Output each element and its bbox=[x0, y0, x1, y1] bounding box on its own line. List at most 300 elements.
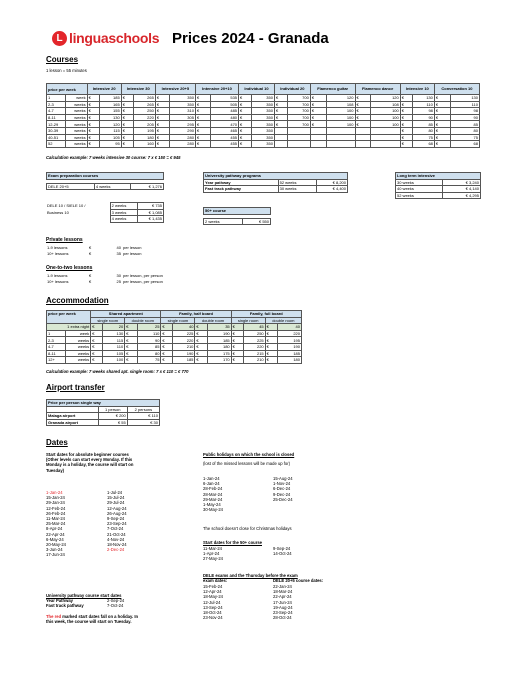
list-item: 15-Jan-24 bbox=[46, 495, 65, 501]
list-item: 4-Nov-24 bbox=[107, 536, 125, 542]
cell-currency: € bbox=[87, 108, 99, 115]
courses-col-6: Flamenco guitar bbox=[310, 84, 355, 95]
dele-dates bbox=[203, 573, 423, 583]
closed-note: The school doesn't close for Christmas holidays bbox=[203, 526, 292, 531]
cell-currency: € bbox=[310, 95, 326, 102]
cell-price: 185 bbox=[278, 350, 302, 357]
cell-price: 700 bbox=[287, 101, 310, 108]
cell-price: 100 bbox=[371, 108, 400, 115]
cell-price: 80 bbox=[412, 127, 434, 134]
list-item: 25-Dec-24 bbox=[273, 496, 293, 502]
onetoone-unit-0: per lesson, per person bbox=[123, 273, 163, 279]
cell-price: 75 bbox=[412, 134, 434, 141]
holidays-title: Public holidays on which the school is closed bbox=[203, 452, 295, 457]
exam-block-2 bbox=[46, 202, 164, 223]
cell-currency: € bbox=[434, 134, 450, 141]
cell-currency: € bbox=[265, 350, 278, 357]
list-item: 6-Jan-24 bbox=[203, 481, 220, 487]
cell-price: 350 bbox=[251, 121, 274, 128]
cell-price: 120 bbox=[371, 95, 400, 102]
cell-price: 350 bbox=[251, 127, 274, 134]
cell-currency: € bbox=[274, 95, 287, 102]
uni-date-label-0: Year Pathway bbox=[46, 598, 74, 604]
dele-c-price-1: € 1,085 bbox=[138, 209, 164, 216]
airport-v-1-1: € 30 bbox=[127, 419, 159, 426]
cell-price: 40 bbox=[278, 324, 302, 331]
fifty-col-1 bbox=[203, 546, 263, 562]
list-item: 18-May-24 bbox=[203, 594, 224, 600]
list-item: 1-Jan-24 bbox=[203, 476, 220, 481]
lesson-note: 1 lesson = 55 minutes bbox=[46, 68, 87, 73]
uni-dates-title: University pathway course start dates bbox=[46, 593, 122, 598]
courses-col-1: Intensive 30 bbox=[121, 84, 155, 95]
courses-table-wrap bbox=[46, 83, 480, 148]
cell-currency: € bbox=[239, 95, 252, 102]
list-item: 22-Apr-24 bbox=[273, 594, 292, 600]
cell-price: 68 bbox=[412, 141, 434, 148]
list-item: 29-Mar-24 bbox=[203, 496, 223, 502]
row-weeks: 4-7 bbox=[47, 343, 66, 350]
cell-price bbox=[371, 141, 400, 148]
logo-text: linguaschools bbox=[69, 30, 160, 46]
list-item: 28-Mar-24 bbox=[203, 491, 223, 497]
cell-price: 98 bbox=[412, 108, 434, 115]
lt-weeks-0: 30 weeks bbox=[396, 179, 443, 186]
row-unit: weeks bbox=[66, 127, 87, 134]
lt-price-1: € 4,140 bbox=[442, 186, 480, 193]
fifty-price: € 550 bbox=[242, 218, 270, 225]
cell-price: 220 bbox=[278, 330, 302, 337]
cell-price: 700 bbox=[287, 95, 310, 102]
airport-label-1: Granada airport bbox=[47, 419, 99, 426]
cell-currency: € bbox=[265, 337, 278, 344]
table-row bbox=[47, 134, 480, 141]
courses-col-5: Individual 20 bbox=[274, 84, 310, 95]
university-heading: University pathway programs bbox=[204, 173, 348, 180]
cell-price: 75 bbox=[138, 357, 161, 364]
cell-currency: € bbox=[239, 101, 252, 108]
cell-price: 700 bbox=[287, 121, 310, 128]
cell-price: 220 bbox=[243, 343, 265, 350]
courses-col-7: Flamenco dance bbox=[355, 84, 400, 95]
cell-currency: € bbox=[155, 95, 169, 102]
list-item: 29-Jul-24 bbox=[107, 500, 125, 506]
list-item: 9-Dec-24 bbox=[273, 491, 291, 497]
cell-price: 110 bbox=[103, 343, 125, 350]
list-item: 18-Nov-24 bbox=[107, 542, 127, 548]
cell-currency: € bbox=[155, 127, 169, 134]
cell-currency: € bbox=[400, 95, 412, 102]
table-row bbox=[47, 343, 302, 350]
cell-price: 80 bbox=[450, 127, 479, 134]
cell-currency: € bbox=[91, 330, 103, 337]
cell-currency: € bbox=[195, 127, 210, 134]
cell-price: 100 bbox=[371, 121, 400, 128]
cell-price: 100 bbox=[103, 357, 125, 364]
airport-col-0: 1 person bbox=[98, 406, 127, 413]
cell-currency: € bbox=[161, 337, 173, 344]
cell-price: 160 bbox=[133, 141, 155, 148]
cell-price: 90 bbox=[412, 114, 434, 121]
cell-price bbox=[287, 134, 310, 141]
cell-currency: € bbox=[310, 121, 326, 128]
onetoone-heading: One-to-two lessons bbox=[46, 265, 93, 271]
cell-currency: € bbox=[434, 121, 450, 128]
cell-currency: € bbox=[195, 114, 210, 121]
table-row bbox=[47, 121, 480, 128]
cell-price: 700 bbox=[287, 108, 310, 115]
airport-table-title: Price per person single way bbox=[47, 400, 160, 407]
cell-currency: € bbox=[125, 350, 138, 357]
acc-sub-4: single room bbox=[231, 317, 265, 324]
cell-currency: € bbox=[231, 357, 243, 364]
cell-price: 100 bbox=[326, 108, 355, 115]
cell-currency: € bbox=[274, 108, 287, 115]
cell-price: 95 bbox=[99, 141, 121, 148]
list-item: 1-Jan-24 bbox=[46, 490, 63, 495]
cell-price: 280 bbox=[169, 141, 195, 148]
cell-currency: € bbox=[274, 121, 287, 128]
cell-price: 350 bbox=[169, 101, 195, 108]
cell-currency: € bbox=[231, 343, 243, 350]
uni-date-1: 7-Oct-24 bbox=[107, 603, 124, 609]
list-item: 1-Apr-24 bbox=[203, 551, 220, 557]
cell-price: 120 bbox=[99, 121, 121, 128]
list-item: 23-Nov-24 bbox=[203, 615, 223, 621]
lt-weeks-2: 52 weeks bbox=[396, 192, 443, 199]
cell-price: 80 bbox=[138, 350, 161, 357]
courses-col-price: price per week bbox=[47, 84, 88, 95]
cell-currency: € bbox=[265, 330, 278, 337]
cell-currency bbox=[274, 141, 287, 148]
cell-price: 130 bbox=[99, 114, 121, 121]
dates-heading: Dates bbox=[46, 438, 68, 447]
cell-price: 110 bbox=[450, 101, 479, 108]
cell-currency: € bbox=[434, 141, 450, 148]
cell-price: 105 bbox=[103, 350, 125, 357]
longterm-block bbox=[395, 172, 481, 199]
cell-price: 115 bbox=[99, 127, 121, 134]
red-note-2: this week, the course will start on Tuesday. bbox=[46, 618, 132, 624]
acc-group-2: Family, full board bbox=[231, 311, 301, 318]
dele-b-weeks: 4 weeks bbox=[94, 183, 130, 190]
cell-price: 455 bbox=[211, 134, 239, 141]
cell-price: 350 bbox=[251, 141, 274, 148]
red-note-red: The red bbox=[46, 613, 62, 619]
cell-currency: € bbox=[155, 114, 169, 121]
row-weeks: 1 bbox=[47, 95, 66, 102]
cell-currency bbox=[274, 134, 287, 141]
cell-price bbox=[326, 127, 355, 134]
list-item: 28-Oct-24 bbox=[273, 615, 292, 621]
cell-price bbox=[326, 134, 355, 141]
list-item: 27-May-24 bbox=[203, 556, 224, 562]
cell-price: 130 bbox=[103, 330, 125, 337]
row-weeks: 2-3 bbox=[47, 337, 66, 344]
onetoone-cur-1: € bbox=[89, 278, 92, 284]
list-item: 12-Aug-24 bbox=[107, 505, 127, 511]
holidays-col-1 bbox=[203, 476, 263, 512]
courses-col-2: Intensive 20+5 bbox=[155, 84, 195, 95]
cell-price: 350 bbox=[251, 134, 274, 141]
cell-price: 20 bbox=[103, 324, 125, 331]
list-item: 15-Jul-24 bbox=[107, 495, 125, 501]
row-weeks: 12-29 bbox=[47, 121, 66, 128]
cell-price: 98 bbox=[450, 108, 479, 115]
beginner-title: Start dates for absolute beginner courses bbox=[46, 452, 129, 457]
cell-price: 225 bbox=[173, 330, 195, 337]
cell-price: 205 bbox=[133, 121, 155, 128]
uni-date-label-1: Fast track pathway bbox=[46, 603, 84, 609]
fifty-block bbox=[203, 207, 271, 225]
cell-currency: € bbox=[310, 114, 326, 121]
cell-currency: € bbox=[434, 108, 450, 115]
cell-price: 108 bbox=[371, 101, 400, 108]
cell-currency: € bbox=[195, 324, 208, 331]
cell-currency: € bbox=[355, 95, 371, 102]
page-title: Prices 2024 - Granada bbox=[172, 30, 329, 47]
airport-v-1-0: € 55 bbox=[98, 419, 127, 426]
cell-currency: € bbox=[195, 101, 210, 108]
cell-price: 195 bbox=[133, 127, 155, 134]
beginner-note-2: Monday is a holiday, the course will start on bbox=[46, 462, 134, 468]
list-item: 26-Aug-24 bbox=[107, 510, 127, 516]
cell-currency bbox=[355, 134, 371, 141]
beginner-note-1: (Other levels can start every Monday. If this bbox=[46, 457, 133, 463]
dele-c-weeks-0: 2 weeks bbox=[110, 203, 138, 210]
row-weeks: 8-11 bbox=[47, 350, 66, 357]
cell-price: 100 bbox=[326, 121, 355, 128]
cell-price: 350 bbox=[169, 95, 195, 102]
list-item: 12-Apr-24 bbox=[203, 589, 222, 595]
fifty-col-2 bbox=[273, 546, 333, 556]
cell-price: 25 bbox=[138, 324, 161, 331]
table-row bbox=[47, 330, 302, 337]
cell-currency: € bbox=[125, 324, 138, 331]
list-item: 12-Jul-24 bbox=[203, 599, 221, 605]
cell-currency: € bbox=[121, 127, 133, 134]
list-item: 7-Oct-24 bbox=[107, 526, 124, 532]
cell-price: 505 bbox=[211, 101, 239, 108]
cell-price: 700 bbox=[287, 114, 310, 121]
table-row bbox=[47, 127, 480, 134]
cell-price: 115 bbox=[103, 337, 125, 344]
airport-col-1: 2 persons bbox=[127, 406, 159, 413]
cell-currency: € bbox=[274, 101, 287, 108]
row-unit: weeks bbox=[65, 337, 90, 344]
row-weeks: 12+ bbox=[47, 357, 66, 364]
university-block bbox=[203, 172, 348, 193]
row-weeks: 1 bbox=[47, 330, 66, 337]
list-item: 18-Oct-24 bbox=[203, 610, 222, 616]
cell-price: 130 bbox=[412, 95, 434, 102]
courses-example: Calculation example: 7 weeks intensive 30 course: 7 x € 150 = € 945 bbox=[46, 155, 181, 160]
dele-h1: exam dates: bbox=[203, 578, 228, 584]
cell-currency: € bbox=[231, 324, 243, 331]
acc-sub-5: double room bbox=[265, 317, 301, 324]
cell-currency bbox=[310, 127, 326, 134]
cell-currency: € bbox=[87, 141, 99, 148]
cell-currency: € bbox=[434, 114, 450, 121]
cell-price: 480 bbox=[211, 114, 239, 121]
dele-c-weeks-2: 4 weeks bbox=[110, 216, 138, 223]
list-item: 6-May-24 bbox=[46, 536, 64, 542]
cell-price: 110 bbox=[138, 330, 161, 337]
cell-currency: € bbox=[310, 101, 326, 108]
list-item: 2-Dec-24 bbox=[107, 547, 125, 553]
uni-weeks-0: 52 weeks bbox=[278, 179, 316, 186]
cell-price: 75 bbox=[450, 134, 479, 141]
cell-currency: € bbox=[125, 357, 138, 364]
cell-price: 220 bbox=[133, 114, 155, 121]
cell-price: 310 bbox=[169, 108, 195, 115]
cell-currency: € bbox=[400, 114, 412, 121]
cell-price: 85 bbox=[138, 343, 161, 350]
cell-currency: € bbox=[265, 324, 278, 331]
cell-currency: € bbox=[434, 95, 450, 102]
cell-currency: € bbox=[310, 108, 326, 115]
cell-price: 210 bbox=[243, 357, 265, 364]
cell-price: 180 bbox=[133, 134, 155, 141]
cell-price: 155 bbox=[99, 108, 121, 115]
cell-currency: € bbox=[239, 108, 252, 115]
acc-col-price: price per week bbox=[47, 311, 91, 324]
cell-price: 185 bbox=[173, 357, 195, 364]
cell-currency bbox=[274, 127, 287, 134]
cell-currency: € bbox=[195, 134, 210, 141]
cell-currency: € bbox=[121, 101, 133, 108]
dele-h2: DELE 20+5 course dates: bbox=[273, 578, 324, 584]
list-item: 30-May-24 bbox=[203, 507, 224, 513]
cell-price: 190 bbox=[278, 343, 302, 350]
cell-price: 455 bbox=[211, 141, 239, 148]
cell-currency: € bbox=[155, 108, 169, 115]
private-cur-1: € bbox=[89, 250, 92, 256]
acc-sub-1: double room bbox=[125, 317, 161, 324]
cell-price: 90 bbox=[450, 114, 479, 121]
uni-label-0: Year pathway bbox=[204, 179, 279, 186]
cell-price: 470 bbox=[211, 121, 239, 128]
courses-col-3: Intensive 20+10 bbox=[195, 84, 238, 95]
lt-price-0: € 3,240 bbox=[442, 179, 480, 186]
acc-group-1: Family, half board bbox=[161, 311, 231, 318]
cell-currency: € bbox=[155, 141, 169, 148]
fifty-weeks: 2 weeks bbox=[204, 218, 243, 225]
cell-price: 180 bbox=[208, 343, 232, 350]
dele-c-price-0: € 735 bbox=[138, 203, 164, 210]
cell-price: 165 bbox=[99, 101, 121, 108]
acc-group-0: Shared apartment bbox=[91, 311, 161, 318]
list-item: 11-Mar-24 bbox=[203, 546, 223, 551]
holidays-col-2 bbox=[273, 476, 333, 502]
cell-currency: € bbox=[239, 141, 252, 148]
list-item: 1-May-24 bbox=[203, 502, 221, 508]
cell-currency: € bbox=[87, 134, 99, 141]
cell-price bbox=[326, 141, 355, 148]
beginner-dates bbox=[46, 452, 196, 473]
list-item: 22-Apr-24 bbox=[46, 531, 65, 537]
cell-price: 85 bbox=[412, 121, 434, 128]
cell-currency: € bbox=[195, 141, 210, 148]
airport-heading: Airport transfer bbox=[46, 383, 105, 392]
cell-currency: € bbox=[355, 121, 371, 128]
fifty-dates-title: Start dates for the 50+ course bbox=[203, 540, 262, 545]
cell-currency: € bbox=[87, 121, 99, 128]
cell-price: 45 bbox=[243, 324, 265, 331]
cell-price: 180 bbox=[278, 357, 302, 364]
cell-currency: € bbox=[195, 350, 208, 357]
cell-currency bbox=[310, 141, 326, 148]
cell-currency: € bbox=[195, 337, 208, 344]
cell-price: 265 bbox=[133, 101, 155, 108]
cell-currency: € bbox=[400, 101, 412, 108]
cell-currency: € bbox=[161, 324, 173, 331]
uni-weeks-1: 30 weeks bbox=[278, 186, 316, 193]
list-item: 8-Apr-24 bbox=[46, 526, 63, 532]
dele-c-label2: Business 10 bbox=[47, 209, 69, 215]
private-price-1: 35 bbox=[116, 250, 121, 256]
cell-currency: € bbox=[434, 127, 450, 134]
cell-currency: € bbox=[274, 114, 287, 121]
dele-c-weeks-1: 3 weeks bbox=[110, 209, 138, 216]
cell-price: 85 bbox=[450, 121, 479, 128]
cell-price: 100 bbox=[371, 114, 400, 121]
cell-price: 100 bbox=[326, 114, 355, 121]
holidays-block bbox=[203, 452, 403, 466]
private-label-1: 10+ lessons bbox=[47, 250, 69, 256]
private-unit-0: per lesson bbox=[123, 245, 142, 251]
uni-price-0: € 8,200 bbox=[316, 179, 347, 186]
cell-price bbox=[287, 127, 310, 134]
logo bbox=[52, 30, 159, 46]
cell-currency: € bbox=[91, 357, 103, 364]
uni-date-0: 2-Sep-24 bbox=[107, 598, 125, 604]
table-row bbox=[47, 350, 302, 357]
list-item: 23-Sep-24 bbox=[273, 610, 293, 616]
dele-b-price: € 1,276 bbox=[130, 183, 163, 190]
row-weeks: 30-39 bbox=[47, 127, 66, 134]
cell-price: 305 bbox=[169, 114, 195, 121]
cell-price: 280 bbox=[169, 134, 195, 141]
cell-currency: € bbox=[125, 337, 138, 344]
cell-price: 68 bbox=[450, 141, 479, 148]
courses-col-8: Intensive 10 bbox=[400, 84, 434, 95]
longterm-heading: Long term intensive bbox=[396, 173, 481, 180]
cell-currency: € bbox=[87, 95, 99, 102]
cell-currency bbox=[355, 141, 371, 148]
accommodation-heading: Accommodation bbox=[46, 296, 109, 305]
cell-price: 170 bbox=[208, 357, 232, 364]
cell-price: 485 bbox=[211, 108, 239, 115]
cell-currency: € bbox=[239, 134, 252, 141]
cell-price: 110 bbox=[412, 101, 434, 108]
list-item: 26-Feb-24 bbox=[46, 510, 66, 516]
cell-price: 190 bbox=[173, 350, 195, 357]
exam-heading: Exam preparation courses bbox=[47, 173, 164, 180]
courses-heading: Courses bbox=[46, 55, 79, 64]
cell-currency: € bbox=[155, 134, 169, 141]
row-unit: weeks bbox=[66, 134, 87, 141]
cell-currency: € bbox=[121, 141, 133, 148]
list-item: 28-Feb-24 bbox=[203, 486, 223, 492]
row-unit: weeks bbox=[66, 121, 87, 128]
cell-currency: € bbox=[195, 357, 208, 364]
cell-price: 185 bbox=[99, 95, 121, 102]
cell-price: 350 bbox=[251, 108, 274, 115]
row-unit: weeks bbox=[66, 141, 87, 148]
onetoone-price-1: 25 bbox=[116, 278, 121, 284]
list-item: 12-Feb-24 bbox=[46, 505, 66, 511]
